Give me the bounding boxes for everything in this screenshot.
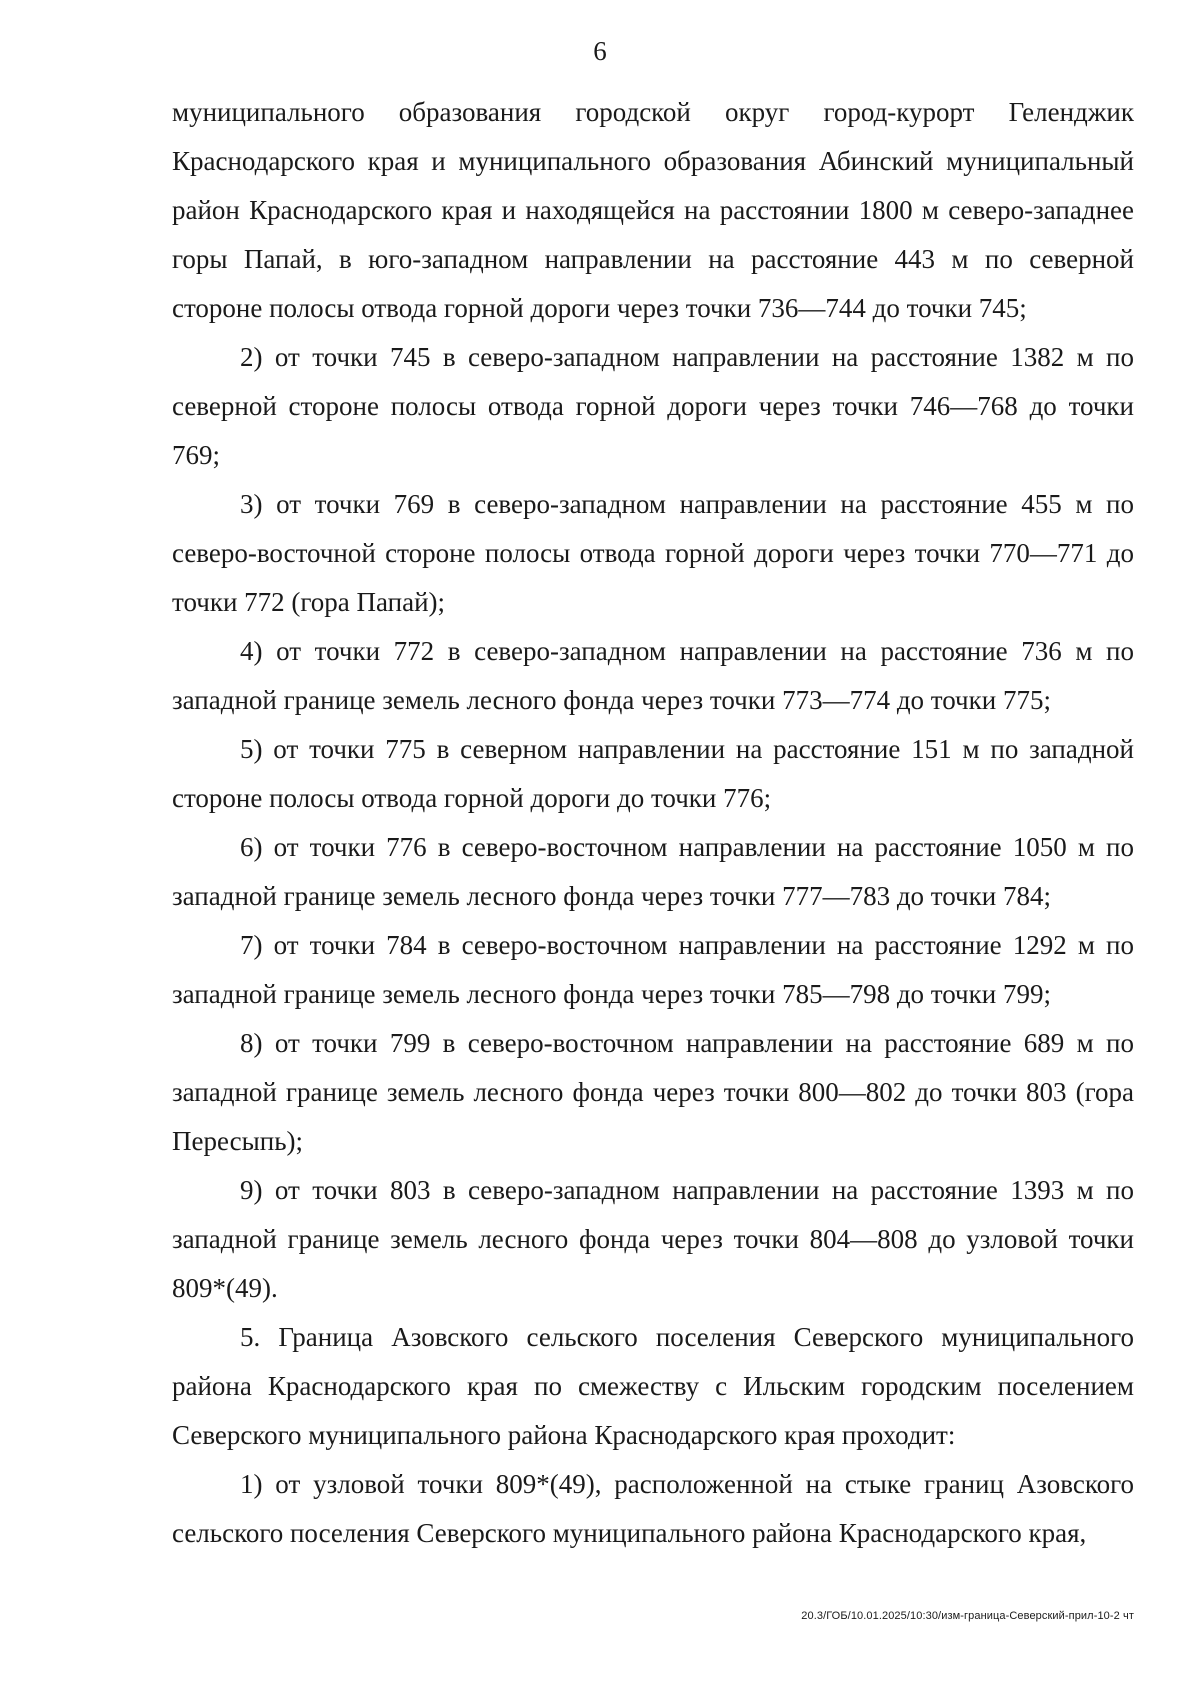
footer-document-code: 20.3/ГОБ/10.01.2025/10:30/изм-граница-Северский-прил-10-2 чт <box>801 1610 1134 1622</box>
document-body <box>172 88 1134 1558</box>
paragraph-item-3: 3) от точки 769 в северо-западном направлении на расстояние 455 м по северо-восточной стороне полосы отвода горной дороги через точки 770—771 до точки 772 (гора Папай); <box>172 489 1134 617</box>
page-number: 6 <box>593 36 607 66</box>
section-5-heading-paragraph: 5. Граница Азовского сельского поселения Северского муниципального района Краснодарского края по смежеству с Ильским городским поселением Северского муниципального района Краснодарского края проходит: <box>172 1322 1134 1450</box>
paragraph-item-2: 2) от точки 745 в северо-западном направлении на расстояние 1382 м по северной стороне полосы отвода горной дороги через точки 746—768 до точки 769; <box>172 342 1134 470</box>
paragraph-item-8: 8) от точки 799 в северо-восточном направлении на расстояние 689 м по западной границе земель лесного фонда через точки 800—802 до точки 803 (гора Пересыпь); <box>172 1028 1134 1156</box>
paragraph-item-7: 7) от точки 784 в северо-восточном направлении на расстояние 1292 м по западной границе земель лесного фонда через точки 785—798 до точки 799; <box>172 930 1134 1009</box>
paragraph-item-4: 4) от точки 772 в северо-западном направлении на расстояние 736 м по западной границе земель лесного фонда через точки 773—774 до точки 775; <box>172 636 1134 715</box>
paragraph-item-6: 6) от точки 776 в северо-восточном направлении на расстояние 1050 м по западной границе земель лесного фонда через точки 777—783 до точки 784; <box>172 832 1134 911</box>
paragraph-continuation: муниципального образования городской округ город-курорт Геленджик Краснодарского края и муниципального образования Абинский муниципальный район Краснодарского края и находящейся на расстоянии 1800 м северо-западнее горы Папай, в юго-западном направлении на расстояние 443 м по северной стороне полосы отвода горной дороги через точки 736—744 до точки 745; <box>172 97 1134 323</box>
paragraph-item-9: 9) от точки 803 в северо-западном направлении на расстояние 1393 м по западной границе земель лесного фонда через точки 804—808 до узловой точки 809*(49). <box>172 1175 1134 1303</box>
paragraph-item-5: 5) от точки 775 в северном направлении на расстояние 151 м по западной стороне полосы отвода горной дороги до точки 776; <box>172 734 1134 813</box>
paragraph-section-5-item-1: 1) от узловой точки 809*(49), расположенной на стыке границ Азовского сельского поселения Северского муниципального района Краснодарского края, <box>172 1469 1134 1548</box>
